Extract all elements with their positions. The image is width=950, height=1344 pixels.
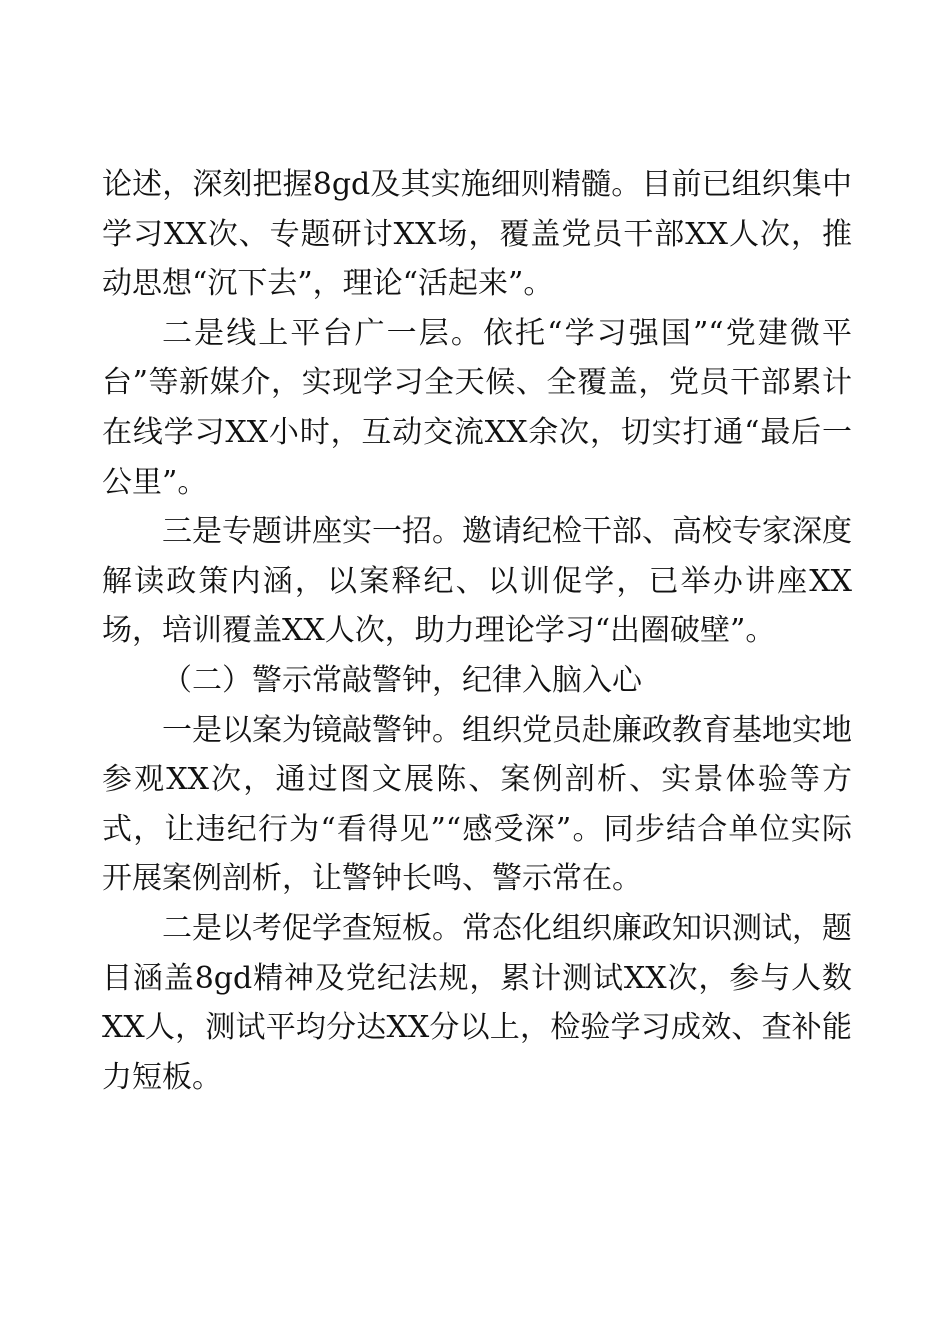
paragraph-case-warning: 一是以案为镜敲警钟。组织党员赴廉政教育基地实地参观XX次，通过图文展陈、案例剖析、实景体验等方式，让违纪行为“看得见”“感受深”。同步结合单位实际开展案例剖析，让警钟长鸣、警示常在。 — [102, 712, 852, 897]
document-body — [102, 160, 852, 1102]
paragraph-testing: 二是以考促学查短板。常态化组织廉政知识测试，题目涵盖8gd精神及党纪法规，累计测试XX次，参与人数XX人，测试平均分达XX分以上，检验学习成效、查补能力短板。 — [102, 910, 852, 1095]
paragraph-special-lectures: 三是专题讲座实一招。邀请纪检干部、高校专家深度解读政策内涵，以案释纪、以训促学，已举办讲座XX场，培训覆盖XX人次，助力理论学习“出圈破壁”。 — [102, 514, 852, 649]
paragraph-online-platform: 二是线上平台广一层。依托“学习强国”“党建微平台”等新媒介，实现学习全天候、全覆盖，党员干部累计在线学习XX小时，互动交流XX余次，切实打通“最后一公里”。 — [102, 315, 852, 500]
paragraph-continuation: 论述，深刻把握8gd及其实施细则精髓。目前已组织集中学习XX次、专题研讨XX场，覆盖党员干部XX人次，推动思想“沉下去”，理论“活起来”。 — [102, 167, 852, 302]
section-heading-warning: （二）警示常敲警钟，纪律入脑入心 — [162, 662, 642, 698]
